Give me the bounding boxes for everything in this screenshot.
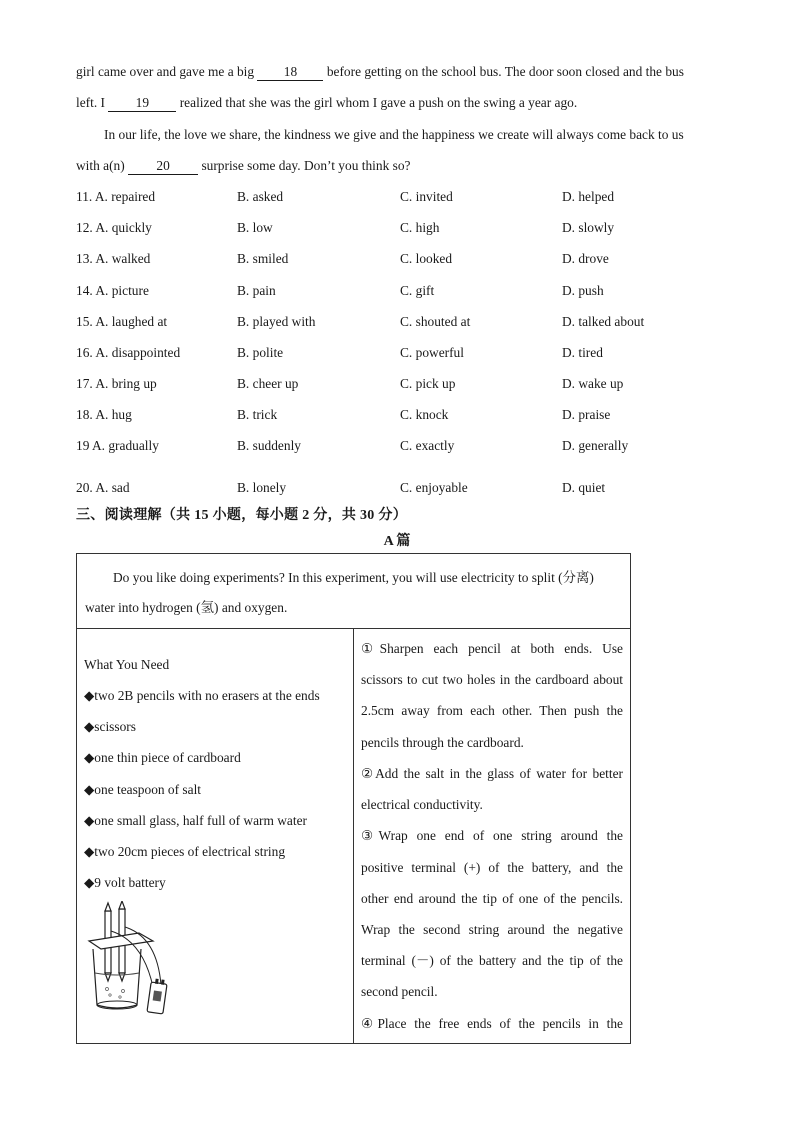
step-line: scissors to cut two holes in the cardboard about	[361, 672, 623, 687]
step-line: other end around the tip of one of the pencils.	[361, 891, 623, 906]
needs-item: ◆one thin piece of cardboard	[84, 750, 241, 765]
step-line: ③Wrap one end of one string around the	[361, 828, 623, 843]
blank-20: 20	[128, 158, 198, 175]
q14-b: B. pain	[237, 283, 276, 298]
blank-18: 18	[257, 64, 323, 81]
q16-d: D. tired	[562, 345, 603, 360]
intro-box	[76, 553, 631, 629]
q19-b: B. suddenly	[237, 438, 301, 453]
passage-text: before getting on the school bus. The door soon closed and the bus	[326, 64, 684, 79]
q12-a: 12. A. quickly	[76, 220, 152, 235]
passage-text: left. I	[76, 95, 105, 110]
q15-b: B. played with	[237, 314, 316, 329]
experiment-table	[76, 628, 631, 1044]
passage-text: surprise some day. Don’t you think so?	[201, 158, 411, 173]
q20-d: D. quiet	[562, 480, 606, 495]
q16-b: B. polite	[237, 345, 284, 360]
q17-a: 17. A. bring up	[76, 376, 157, 391]
q11-b: B. asked	[237, 189, 284, 204]
q18-c: C. knock	[400, 407, 449, 422]
q12-d: D. slowly	[562, 220, 615, 235]
q18-a: 18. A. hug	[76, 407, 132, 422]
needs-heading: What You Need	[84, 657, 170, 672]
q12-b: B. low	[237, 220, 273, 235]
step-line: terminal (－) of the battery and the tip of the	[361, 953, 623, 968]
q20-a: 20. A. sad	[76, 480, 130, 495]
section-heading: 三、阅读理解（共 15 小题，每小题 2 分，共 30 分）	[76, 508, 407, 523]
passage-text: girl came over and gave me a big	[76, 64, 255, 79]
passage-text: with a(n)	[76, 158, 125, 173]
needs-item: ◆9 volt battery	[84, 875, 166, 890]
q12-c: C. high	[400, 220, 440, 235]
needs-item: ◆scissors	[84, 719, 136, 734]
needs-item: ◆two 20cm pieces of electrical string	[84, 844, 286, 859]
q19-c: C. exactly	[400, 438, 455, 453]
passage-text: realized that she was the girl whom I gave a push on the swing a year ago.	[179, 95, 578, 110]
experiment-illustration	[83, 901, 175, 1017]
q15-d: D. talked about	[562, 314, 645, 329]
q13-c: C. looked	[400, 251, 453, 266]
q18-d: D. praise	[562, 407, 611, 422]
q14-d: D. push	[562, 283, 604, 298]
column-divider	[353, 629, 354, 1043]
q19-a: 19 A. gradually	[76, 438, 159, 453]
step-line: ④Place the free ends of the pencils in the	[361, 1016, 623, 1031]
q17-d: D. wake up	[562, 376, 624, 391]
q13-b: B. smiled	[237, 251, 289, 266]
passage-line-2	[76, 93, 577, 113]
q20-b: B. lonely	[237, 480, 287, 495]
q16-a: 16. A. disappointed	[76, 345, 181, 360]
q13-a: 13. A. walked	[76, 251, 151, 266]
q18-b: B. trick	[237, 407, 278, 422]
step-line: ②Add the salt in the glass of water for better	[361, 766, 623, 781]
step-line: pencils through the cardboard.	[361, 735, 524, 750]
q14-a: 14. A. picture	[76, 283, 149, 298]
q17-c: C. pick up	[400, 376, 456, 391]
q11-c: C. invited	[400, 189, 453, 204]
intro-line-2: water into hydrogen (氢) and oxygen.	[85, 600, 288, 615]
q17-b: B. cheer up	[237, 376, 299, 391]
passage-line-1	[76, 62, 684, 82]
passage-line-4	[76, 156, 410, 176]
passage-line-3: In our life, the love we share, the kindness we give and the happiness we create will always come back to us	[104, 127, 684, 142]
step-line: 2.5cm away from each other. Then push the	[361, 703, 623, 718]
step-line: Wrap the second string around the negative	[361, 922, 623, 937]
passage-a-title: A 篇	[383, 534, 411, 549]
blank-19: 19	[108, 95, 176, 112]
step-line: electrical conductivity.	[361, 797, 483, 812]
q11-d: D. helped	[562, 189, 615, 204]
step-line: ①Sharpen each pencil at both ends. Use	[361, 641, 623, 656]
q11-a: 11. A. repaired	[76, 189, 156, 204]
q16-c: C. powerful	[400, 345, 464, 360]
needs-item: ◆one small glass, half full of warm water	[84, 813, 307, 828]
intro-line-1: Do you like doing experiments? In this experiment, you will use electricity to split (分离)	[113, 570, 594, 585]
q13-d: D. drove	[562, 251, 609, 266]
needs-item: ◆two 2B pencils with no erasers at the ends	[84, 688, 320, 703]
q15-a: 15. A. laughed at	[76, 314, 168, 329]
step-line: positive terminal (+) of the battery, and the	[361, 860, 623, 875]
q15-c: C. shouted at	[400, 314, 471, 329]
q20-c: C. enjoyable	[400, 480, 468, 495]
needs-item: ◆one teaspoon of salt	[84, 782, 202, 797]
q19-d: D. generally	[562, 438, 629, 453]
q14-c: C. gift	[400, 283, 435, 298]
step-line: second pencil.	[361, 984, 438, 999]
